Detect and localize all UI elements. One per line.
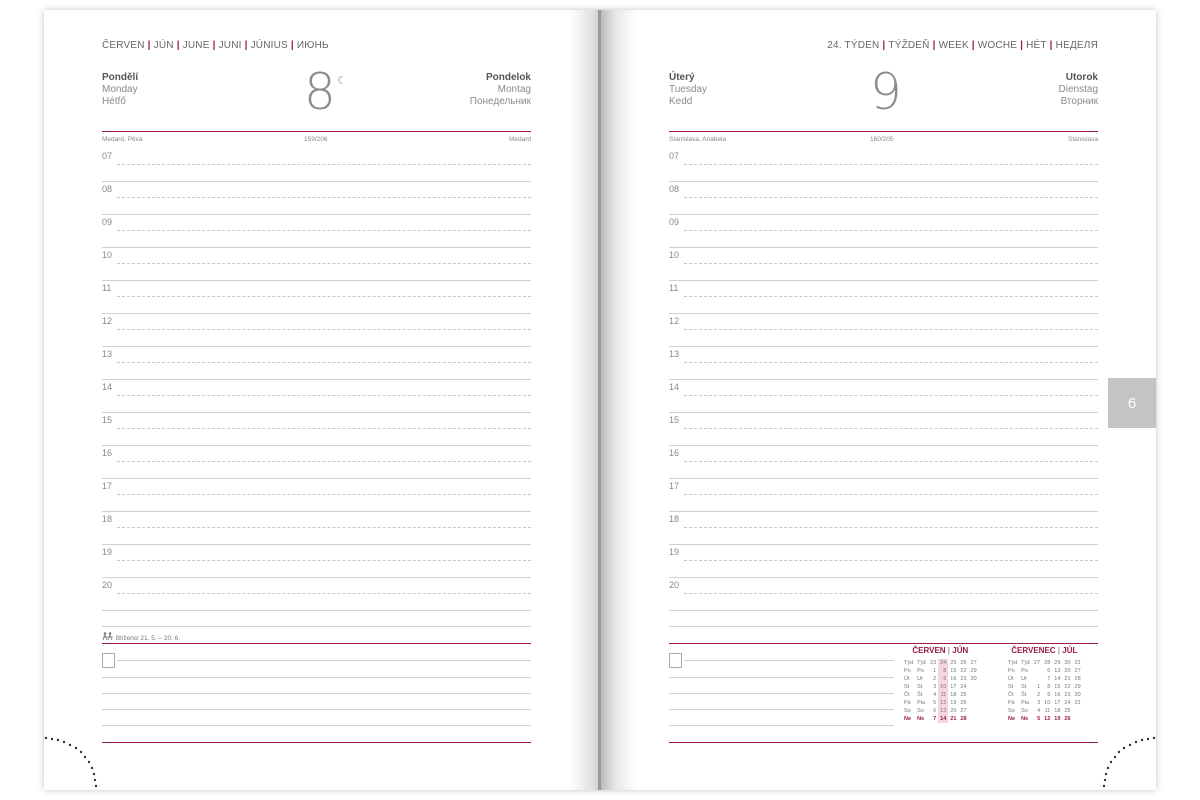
half-hour-line[interactable]	[684, 197, 1098, 198]
calendar-cell: 13	[1054, 668, 1061, 674]
calendar-cell: 26	[960, 700, 967, 706]
calendar-week-row	[1006, 659, 1083, 667]
calendar-cell: Týd	[1008, 660, 1018, 666]
note-line[interactable]	[102, 709, 531, 710]
calendar-cell: 27	[1074, 668, 1081, 674]
hour-label: 12	[102, 316, 113, 326]
calendar-title	[1006, 646, 1083, 655]
day-names-right	[967, 72, 1098, 108]
calendar-cell: Týž	[917, 660, 927, 666]
hour-line[interactable]	[102, 181, 531, 182]
calendar-cell: 21	[950, 716, 957, 722]
calendar-cell: 20	[950, 708, 957, 714]
half-hour-line[interactable]	[684, 263, 1098, 264]
hour-label: 14	[102, 382, 113, 392]
calendar-cell: 22	[1064, 684, 1071, 690]
calendar-cell	[1032, 667, 1042, 675]
calendar-title-cz: ČERVEN	[912, 646, 946, 655]
half-hour-line[interactable]	[684, 164, 1098, 165]
calendar-cell: 28	[1044, 660, 1051, 666]
hour-label: 11	[102, 283, 112, 293]
calendar-cell: 30	[1074, 692, 1081, 698]
mini-calendar-july	[1006, 646, 1083, 723]
month-de: JUNI	[218, 40, 242, 51]
hour-label: 14	[669, 382, 680, 392]
calendar-cell: Po	[1021, 668, 1028, 674]
calendar-cell: Út	[1008, 676, 1014, 682]
hour-line[interactable]	[102, 478, 531, 479]
calendar-cell: 1	[933, 668, 937, 674]
hour-line[interactable]	[102, 280, 531, 281]
hour-label: 20	[669, 580, 680, 590]
half-hour-line[interactable]	[117, 461, 531, 462]
note-icon	[669, 653, 682, 668]
hour-line[interactable]	[102, 247, 531, 248]
calendar-cell: 18	[1054, 708, 1061, 714]
zodiac-note	[102, 632, 180, 642]
calendar-cell: 25	[960, 692, 967, 698]
half-hour-line[interactable]	[117, 362, 531, 363]
calendar-cell: Št	[1021, 692, 1027, 698]
hour-line[interactable]	[102, 511, 531, 512]
calendar-cell: 28	[960, 716, 967, 722]
half-hour-line[interactable]	[117, 395, 531, 396]
calendar-cell: 30	[1064, 660, 1071, 666]
calendar-cell: 8	[1047, 684, 1051, 690]
gemini-icon	[102, 635, 116, 642]
calendar-cell: Po	[917, 668, 924, 674]
calendar-cell: 9	[1047, 692, 1051, 698]
calendar-cell: 14	[940, 716, 947, 722]
half-hour-line[interactable]	[684, 494, 1098, 495]
calendar-cell: 25	[950, 660, 957, 666]
mini-calendar-june	[902, 646, 979, 723]
day-name-hu: Hétfő	[102, 96, 126, 107]
calendar-cell	[969, 683, 979, 691]
name-day-sk: Stanislava	[1068, 136, 1098, 143]
week-de: WOCHE	[977, 40, 1018, 51]
note-line[interactable]	[669, 725, 894, 726]
day-names-left	[102, 72, 138, 108]
calendar-cell	[969, 715, 979, 723]
header-rule	[102, 131, 531, 132]
half-hour-line[interactable]	[684, 329, 1098, 330]
day-name-de: Montag	[497, 84, 531, 95]
calendar-cell: 1	[1037, 684, 1041, 690]
calendar-title-sk: JÚN	[952, 646, 969, 655]
month-cz: ČERVEN	[102, 40, 145, 51]
day-number: 8	[304, 63, 336, 121]
calendar-cell	[969, 691, 979, 699]
hour-line[interactable]	[102, 313, 531, 314]
notes-top-rule	[102, 643, 531, 644]
hour-line[interactable]	[669, 280, 1098, 281]
calendar-cell: 24	[940, 660, 947, 666]
separator: |	[1055, 646, 1063, 655]
week-ru: НЕДЕЛЯ	[1055, 40, 1098, 51]
calendar-cell: Ne	[1021, 716, 1029, 722]
half-hour-line[interactable]	[684, 395, 1098, 396]
calendar-cell: Pá	[1008, 700, 1015, 706]
separator: |	[945, 646, 953, 655]
hour-label: 15	[102, 415, 113, 425]
calendar-cell: Čt	[904, 692, 910, 698]
notes-top-rule	[669, 643, 1098, 644]
calendar-cell	[1073, 707, 1083, 715]
calendar-cell: 2	[933, 676, 937, 682]
calendar-cell: So	[1008, 708, 1015, 714]
month-header: ČERVEN | JÚN | JUNE | JUNI | JÚNIUS | ИЮНЬ	[102, 40, 329, 51]
calendar-cell: 27	[970, 660, 977, 666]
calendar-day-row	[902, 715, 979, 723]
calendar-cell: 17	[950, 684, 957, 690]
hour-line[interactable]	[669, 577, 1098, 578]
calendar-cell: 26	[1064, 716, 1071, 722]
calendar-cell: 14	[1054, 676, 1061, 682]
calendar-week-row	[902, 659, 979, 667]
book-spine	[598, 10, 601, 790]
calendar-cell: Pá	[904, 700, 911, 706]
half-hour-line[interactable]	[117, 560, 531, 561]
calendar-cell: 22	[960, 668, 967, 674]
calendar-cell: Čt	[1008, 692, 1014, 698]
calendar-cell: Út	[904, 676, 910, 682]
hour-label: 17	[669, 481, 680, 491]
calendar-day-row	[902, 699, 979, 707]
note-line[interactable]	[684, 660, 894, 661]
calendar-cell: 2	[1037, 692, 1041, 698]
hour-label: 16	[669, 448, 680, 458]
calendar-cell: 24	[1064, 700, 1071, 706]
day-name-ru: Понедельник	[469, 96, 531, 107]
calendar-cell	[969, 699, 979, 707]
month-hu: JÚNIUS	[250, 40, 288, 51]
notes-bottom-rule	[102, 742, 531, 743]
calendar-cell: 4	[1037, 708, 1041, 714]
calendar-cell: 11	[938, 691, 948, 699]
evening-line[interactable]	[102, 626, 531, 627]
calendar-cell: Ne	[904, 716, 912, 722]
half-hour-line[interactable]	[117, 164, 531, 165]
day-name-cz: Pondělí	[102, 72, 139, 83]
hour-label: 08	[669, 184, 680, 194]
corner-dots-right	[1096, 735, 1156, 791]
calendar-cell: 25	[1064, 708, 1071, 714]
calendar-cell: 30	[970, 676, 977, 682]
calendar-cell: 3	[933, 684, 937, 690]
calendar-cell: Týž	[1021, 660, 1031, 666]
calendar-cell: 5	[1037, 716, 1041, 722]
calendar-day-row	[1006, 667, 1083, 675]
calendar-cell: 23	[930, 660, 937, 666]
gutter-shadow-left	[570, 10, 600, 790]
half-hour-line[interactable]	[684, 362, 1098, 363]
calendar-cell: 9	[938, 675, 948, 683]
hour-line[interactable]	[102, 544, 531, 545]
calendar-cell: 29	[1074, 684, 1081, 690]
day-name-ru: Вторник	[1060, 96, 1098, 107]
week-hu: HÉT	[1026, 40, 1047, 51]
notes-bottom-rule	[669, 742, 1098, 743]
month-en: JUNE	[182, 40, 210, 51]
day-name-hu: Kedd	[669, 96, 693, 107]
calendar-cell: 17	[1054, 700, 1061, 706]
calendar-cell: 21	[1064, 676, 1071, 682]
hour-label: 18	[102, 514, 113, 524]
half-hour-line[interactable]	[117, 527, 531, 528]
hour-line[interactable]	[669, 610, 1098, 611]
calendar-cell: 16	[950, 676, 957, 682]
gutter-shadow-right	[600, 10, 636, 790]
name-day-cz: Stanislava, Anabela	[669, 136, 727, 143]
calendar-cell: 7	[933, 716, 937, 722]
hour-line[interactable]	[102, 214, 531, 215]
calendar-cell: 12	[940, 700, 947, 706]
calendar-day-row	[1006, 675, 1083, 683]
name-day-cz: Medard, Pěva	[102, 136, 143, 143]
hour-label: 13	[102, 349, 113, 359]
calendar-table	[902, 659, 979, 723]
half-hour-line[interactable]	[684, 527, 1098, 528]
day-name-de: Dienstag	[1058, 84, 1098, 95]
calendar-cell: St	[1021, 684, 1027, 690]
hour-line[interactable]	[669, 214, 1098, 215]
calendar-cell: 10	[940, 684, 947, 690]
week-cz: 24. TÝDEN	[827, 40, 880, 51]
calendar-cell: 20	[1064, 668, 1071, 674]
hour-line[interactable]	[102, 445, 531, 446]
day-name-cz: Úterý	[669, 72, 695, 83]
hour-label: 10	[102, 250, 113, 260]
note-line[interactable]	[102, 677, 531, 678]
hour-label: 17	[102, 481, 113, 491]
name-day-sk: Medard	[508, 136, 531, 143]
note-line[interactable]	[102, 725, 531, 726]
calendar-cell	[1032, 675, 1042, 683]
calendar-title-cz: ČERVENEC	[1011, 646, 1056, 655]
calendar-cell: 3	[1037, 700, 1041, 706]
hour-label: 13	[669, 349, 680, 359]
hour-line[interactable]	[669, 478, 1098, 479]
hour-label: 07	[669, 151, 680, 161]
half-hour-line[interactable]	[684, 593, 1098, 594]
hour-label: 20	[102, 580, 113, 590]
calendar-cell: St	[917, 684, 923, 690]
month-tab[interactable]: 6	[1108, 378, 1156, 428]
calendar-cell: 27	[960, 708, 967, 714]
moon-phase-icon: ☾	[337, 75, 347, 87]
calendar-cell: 29	[1054, 660, 1061, 666]
half-hour-line[interactable]	[117, 494, 531, 495]
week-header: 24. TÝDEN | TÝŽDEŇ | WEEK | WOCHE | HÉT | НЕДЕЛЯ	[827, 40, 1098, 51]
calendar-cell: Po	[904, 668, 911, 674]
calendar-day-row	[1006, 707, 1083, 715]
calendar-table	[1006, 659, 1083, 723]
calendar-cell: 13	[940, 708, 947, 714]
calendar-day-row	[902, 683, 979, 691]
hour-line[interactable]	[669, 379, 1098, 380]
hour-label: 09	[102, 217, 113, 227]
calendar-title	[902, 646, 979, 655]
calendar-cell: 16	[1054, 692, 1061, 698]
note-line[interactable]	[669, 693, 894, 694]
half-hour-line[interactable]	[117, 593, 531, 594]
calendar-cell: 10	[1044, 700, 1051, 706]
calendar-cell: Št	[917, 692, 923, 698]
calendar-cell: 15	[1054, 684, 1061, 690]
hour-label: 08	[102, 184, 113, 194]
calendar-day-row	[1006, 691, 1083, 699]
calendar-cell: Ut	[917, 676, 923, 682]
calendar-cell: 23	[960, 676, 967, 682]
day-names-right	[400, 72, 531, 108]
hour-line[interactable]	[102, 610, 531, 611]
hour-line[interactable]	[669, 445, 1098, 446]
half-hour-line[interactable]	[684, 230, 1098, 231]
calendar-cell: 19	[950, 700, 957, 706]
calendar-cell: So	[904, 708, 911, 714]
note-line[interactable]	[669, 709, 894, 710]
calendar-day-row	[902, 707, 979, 715]
note-line[interactable]	[669, 677, 894, 678]
hour-label: 18	[669, 514, 680, 524]
hour-label: 12	[669, 316, 680, 326]
hour-line[interactable]	[102, 412, 531, 413]
day-name-en: Monday	[102, 84, 138, 95]
hour-line[interactable]	[669, 247, 1098, 248]
calendar-cell: So	[917, 708, 924, 714]
calendar-cell: Ut	[1021, 676, 1027, 682]
week-en: WEEK	[938, 40, 969, 51]
day-name-sk: Utorok	[1065, 72, 1098, 83]
calendar-cell: 8	[938, 667, 948, 675]
calendar-cell: 26	[960, 660, 967, 666]
half-hour-line[interactable]	[117, 329, 531, 330]
zodiac-text: Blíženci 21. 5. – 20. 6.	[115, 635, 181, 642]
hour-label: 19	[102, 547, 113, 557]
calendar-day-row	[1006, 699, 1083, 707]
calendar-cell: 23	[1064, 692, 1071, 698]
half-hour-line[interactable]	[117, 428, 531, 429]
hour-label: 11	[669, 283, 679, 293]
calendar-cell: 15	[950, 668, 957, 674]
calendar-cell: 29	[970, 668, 977, 674]
calendar-cell: St	[904, 684, 910, 690]
half-hour-line[interactable]	[684, 296, 1098, 297]
calendar-cell: 6	[933, 708, 937, 714]
half-hour-line[interactable]	[117, 296, 531, 297]
note-line[interactable]	[117, 660, 531, 661]
calendar-title-sk: JÚL	[1062, 646, 1078, 655]
calendar-cell: Ne	[1008, 716, 1016, 722]
half-hour-line[interactable]	[684, 428, 1098, 429]
calendar-cell	[1073, 715, 1083, 723]
half-hour-line[interactable]	[117, 197, 531, 198]
hour-label: 07	[102, 151, 113, 161]
hour-label: 09	[669, 217, 680, 227]
week-sk: TÝŽDEŇ	[888, 40, 930, 51]
calendar-cell: Týd	[904, 660, 914, 666]
calendar-cell	[969, 707, 979, 715]
hour-label: 10	[669, 250, 680, 260]
calendar-cell: 11	[1044, 708, 1051, 714]
calendar-day-row	[902, 675, 979, 683]
calendar-cell: 4	[933, 692, 937, 698]
hour-label: 15	[669, 415, 680, 425]
calendar-day-row	[902, 667, 979, 675]
calendar-day-row	[902, 691, 979, 699]
hour-line[interactable]	[102, 577, 531, 578]
corner-dots-left	[44, 735, 104, 791]
calendar-cell: 27	[1034, 660, 1041, 666]
hour-line[interactable]	[669, 346, 1098, 347]
hour-line[interactable]	[102, 346, 531, 347]
half-hour-line[interactable]	[117, 230, 531, 231]
calendar-cell: 19	[1054, 716, 1061, 722]
note-icon	[102, 653, 115, 668]
day-counter: 159/206	[304, 136, 328, 143]
calendar-day-row	[1006, 683, 1083, 691]
calendar-cell: Ne	[917, 716, 925, 722]
calendar-cell: Pia	[1021, 700, 1030, 706]
calendar-cell: St	[1008, 684, 1014, 690]
calendar-cell: Pia	[917, 700, 926, 706]
note-line[interactable]	[102, 693, 531, 694]
hour-label: 16	[102, 448, 113, 458]
calendar-cell: So	[1021, 708, 1028, 714]
day-counter: 160/205	[870, 136, 894, 143]
calendar-cell: 18	[950, 692, 957, 698]
hour-line[interactable]	[669, 511, 1098, 512]
half-hour-line[interactable]	[684, 560, 1098, 561]
calendar-cell: 31	[1074, 660, 1081, 666]
header-rule	[669, 131, 1098, 132]
day-name-en: Tuesday	[669, 84, 707, 95]
day-names-left	[669, 72, 707, 108]
hour-label: 19	[669, 547, 680, 557]
evening-line[interactable]	[669, 626, 1098, 627]
calendar-day-row	[1006, 715, 1083, 723]
half-hour-line[interactable]	[684, 461, 1098, 462]
calendar-cell: Po	[1008, 668, 1015, 674]
calendar-cell: 6	[1047, 668, 1051, 674]
day-name-sk: Pondelok	[485, 72, 531, 83]
half-hour-line[interactable]	[117, 263, 531, 264]
month-ru: ИЮНЬ	[296, 40, 329, 51]
hour-line[interactable]	[669, 313, 1098, 314]
calendar-cell: 12	[1044, 716, 1051, 722]
month-sk: JÚN	[153, 40, 174, 51]
hour-line[interactable]	[669, 412, 1098, 413]
hour-line[interactable]	[669, 181, 1098, 182]
calendar-cell: 5	[933, 700, 937, 706]
calendar-cell: 7	[1047, 676, 1051, 682]
hour-line[interactable]	[102, 379, 531, 380]
calendar-cell: 31	[1074, 700, 1081, 706]
calendar-cell: 24	[960, 684, 967, 690]
hour-line[interactable]	[669, 544, 1098, 545]
calendar-cell: 28	[1074, 676, 1081, 682]
day-number: 9	[870, 63, 902, 121]
